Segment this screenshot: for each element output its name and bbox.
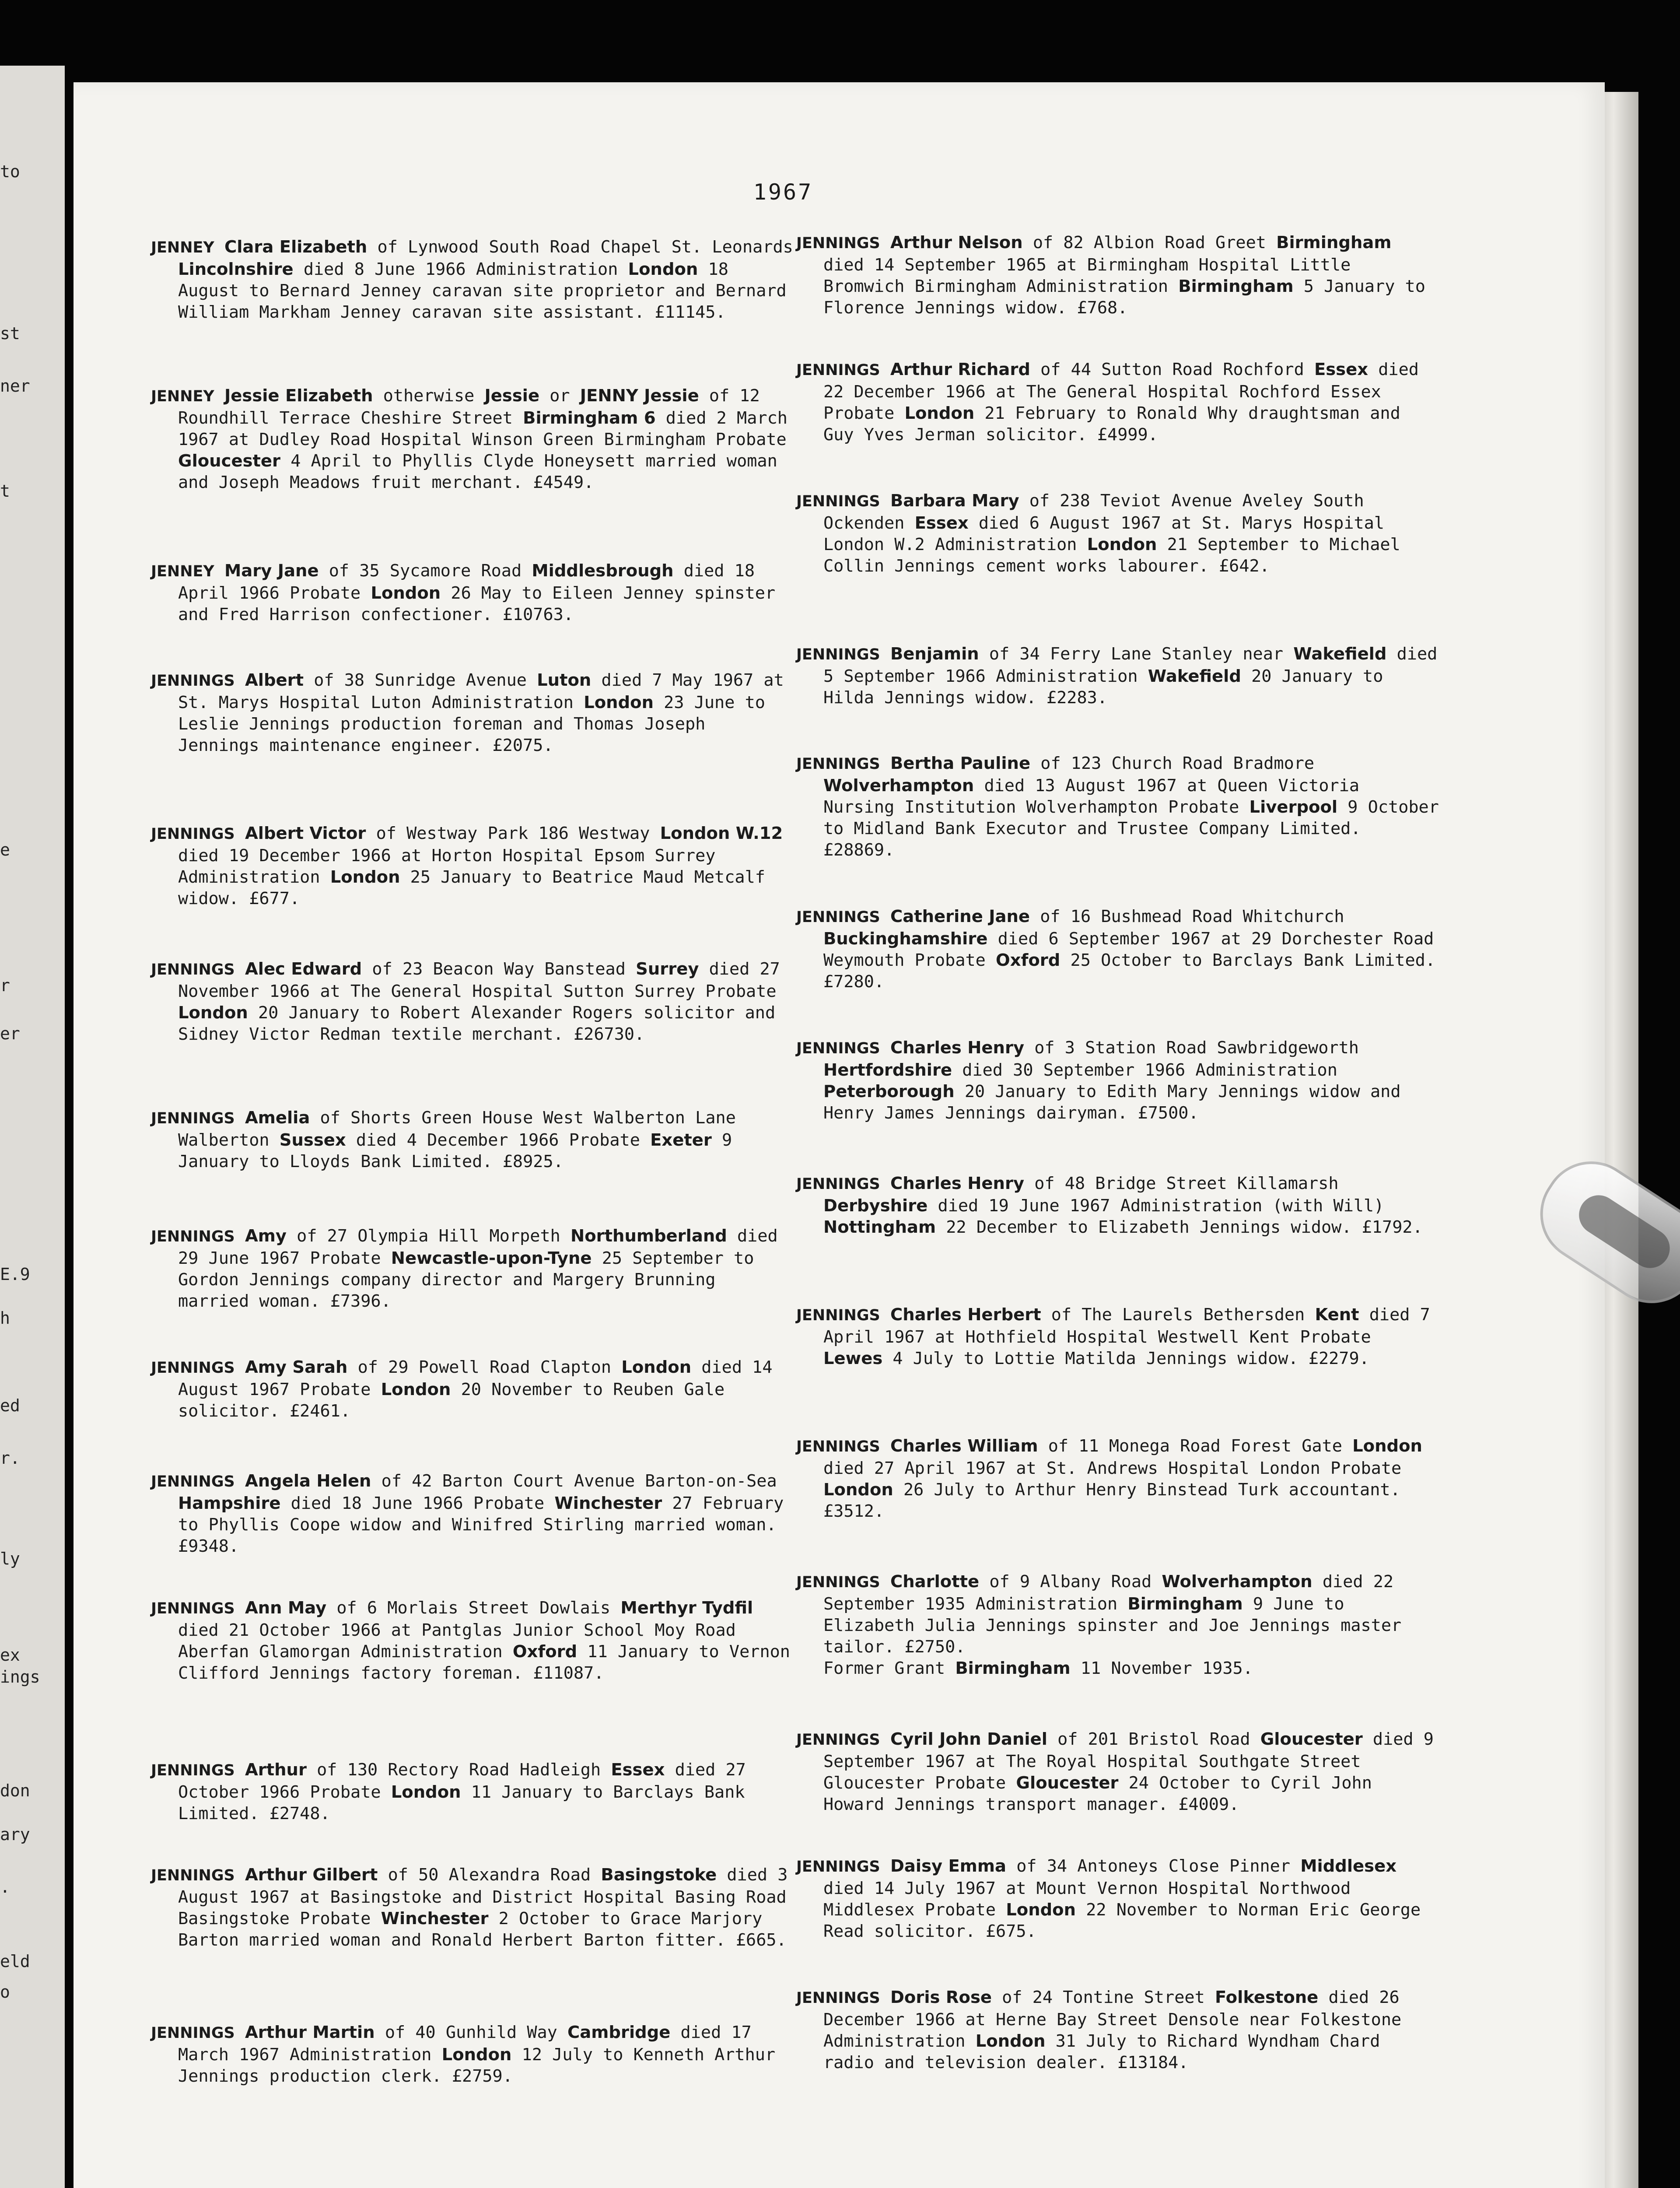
entry-forenames: Amy Sarah	[245, 1357, 348, 1377]
left-page-edge	[0, 66, 65, 2188]
entry-surname: JENNINGS	[151, 1762, 235, 1779]
entry-text: died 5 September 1966 Administration	[823, 644, 1438, 686]
margin-fragment: don	[0, 1781, 30, 1800]
entry-text: 20 January to Edith Mary Jennings widow and Henry James Jennings dairyman. £7500.	[823, 1082, 1401, 1123]
entry-surname: JENNINGS	[796, 493, 880, 510]
entry-place: London	[621, 1357, 692, 1377]
entry-forenames: Amy	[245, 1226, 287, 1246]
entry-text: died 18 April 1966 Probate	[178, 561, 755, 603]
entry-place: Cambridge	[567, 2023, 671, 2042]
entry-place: Derbyshire	[823, 1196, 928, 1216]
entry-place: London	[391, 1782, 461, 1802]
entry-text: of 9 Albany Road	[979, 1572, 1162, 1592]
probate-entry	[151, 1597, 794, 1684]
entry-surname: JENNINGS	[151, 1600, 235, 1617]
probate-entry	[796, 359, 1439, 445]
entry-text: of 12 Roundhill Terrace Cheshire Street	[178, 386, 760, 428]
entry-place: Basingstoke	[601, 1865, 717, 1885]
entry-text: died 17 March 1967 Administration	[178, 2023, 752, 2065]
margin-fragment: e	[0, 840, 10, 859]
entry-place: Winchester	[554, 1494, 662, 1513]
probate-entry	[151, 1864, 794, 1951]
entry-text: of 27 Olympia Hill Morpeth	[286, 1226, 570, 1246]
entry-surname: JENNINGS	[151, 1867, 235, 1884]
entry-place: Wolverhampton	[1162, 1572, 1312, 1592]
entry-text: 22 December to Elizabeth Jennings widow. £1792.	[936, 1217, 1423, 1237]
entry-text: 11 November 1935.	[1070, 1659, 1253, 1678]
entry-place: Essex	[611, 1760, 665, 1780]
entry-place: Lewes	[823, 1349, 883, 1368]
entry-text: died 2 March 1967 at Dudley Road Hospital Winson Green Birmingham Probate	[178, 408, 788, 449]
page-year-heading: 1967	[753, 179, 813, 205]
entry-text: died 19 December 1966 at Horton Hospital Epsom Surrey Administration	[178, 846, 716, 887]
entry-text: of 238 Teviot Avenue Aveley South Ockenden	[823, 491, 1364, 533]
entry-text: 21 September to Michael Collin Jennings cement works labourer. £642.	[823, 535, 1400, 576]
entry-place: Hertfordshire	[823, 1060, 952, 1080]
entry-forenames: Benjamin	[890, 644, 979, 664]
entry-text: 4 April to Phyllis Clyde Honeysett married woman and Joseph Meadows fruit merchant. £4549.	[178, 451, 777, 492]
entry-text: 5 January to Florence Jennings widow. £768.	[823, 277, 1425, 318]
entry-text: 24 October to Cyril John Howard Jennings transport manager. £4009.	[823, 1773, 1372, 1814]
entry-text: of 44 Sutton Road Rochford	[1030, 360, 1314, 379]
entry-text: of 35 Sycamore Road	[318, 561, 532, 581]
entry-text: 31 July to Richard Wyndham Chard radio and television dealer. £13184.	[823, 2031, 1380, 2072]
entry-forenames: Bertha Pauline	[890, 754, 1031, 773]
entry-place: Wolverhampton	[823, 776, 974, 796]
entry-forenames: Ann May	[245, 1598, 327, 1618]
entry-text: died 14 August 1967 Probate	[178, 1357, 773, 1399]
entry-place: London W.12	[660, 824, 783, 843]
entry-place: Oxford	[996, 950, 1060, 970]
entry-surname: JENNEY	[151, 239, 214, 256]
margin-fragment: E.9	[0, 1265, 30, 1284]
entry-surname: JENNINGS	[151, 825, 235, 843]
entry-text: died 29 June 1967 Probate	[178, 1226, 778, 1268]
entry-place: Middlesex	[1300, 1856, 1397, 1876]
entry-forenames: Arthur Richard	[890, 360, 1030, 379]
entry-text: died 3 August 1967 at Basingstoke and District Hospital Basing Road Basingstoke Probate	[178, 1865, 788, 1929]
entry-place: Birmingham	[1127, 1594, 1243, 1614]
entry-text: of Shorts Green House West Walberton Lane Walberton	[178, 1108, 736, 1150]
entry-surname: JENNINGS	[151, 1110, 235, 1127]
probate-entry	[151, 958, 794, 1045]
entry-text: of 24 Tontine Street	[992, 1988, 1215, 2007]
entry-forenames: Albert Victor	[245, 824, 366, 843]
probate-entry	[151, 1225, 794, 1312]
entry-text: of 16 Bushmead Road Whitchurch	[1030, 907, 1344, 926]
entry-text: 26 July to Arthur Henry Binstead Turk accountant. £3512.	[823, 1480, 1400, 1521]
entry-place: Essex	[914, 513, 969, 533]
entry-text: 12 July to Kenneth Arthur Jennings production clerk. £2759.	[178, 2045, 776, 2086]
entry-text: 11 January to Barclays Bank Limited. £2748.	[178, 1782, 745, 1823]
entry-text: of 3 Station Road Sawbridgeworth	[1024, 1038, 1359, 1058]
entry-text: of Westway Park 186 Westway	[366, 824, 660, 843]
entry-forenames: Jessie Elizabeth	[224, 386, 373, 406]
probate-entry	[796, 1037, 1439, 1124]
margin-fragment: .	[0, 1877, 10, 1897]
margin-fragment: o	[0, 1982, 10, 2002]
probate-entry	[151, 1759, 794, 1824]
entry-text: died 18 June 1966 Probate	[280, 1494, 555, 1513]
entry-place: Nottingham	[823, 1217, 936, 1237]
entry-place: London	[628, 259, 698, 279]
entry-text: of 82 Albion Road Greet	[1022, 233, 1277, 252]
entry-place: Luton	[537, 670, 592, 690]
entry-place: Essex	[1314, 360, 1368, 379]
entry-surname: JENNINGS	[796, 908, 880, 926]
entry-place: Birmingham	[955, 1659, 1071, 1678]
entry-text: 20 January to Hilda Jennings widow. £2283.	[823, 666, 1383, 708]
entry-text: of 48 Bridge Street Killamarsh	[1024, 1174, 1339, 1193]
probate-entry	[151, 236, 794, 323]
entry-forenames: Barbara Mary	[890, 491, 1019, 511]
probate-entry	[151, 385, 794, 493]
probate-entry	[796, 1435, 1439, 1522]
entry-place: Surrey	[636, 959, 699, 979]
probate-entry	[151, 1470, 794, 1557]
entry-place: Liverpool	[1249, 797, 1338, 817]
entry-text: died 13 August 1967 at Queen Victoria Nursing Institution Wolverhampton Probate	[823, 776, 1360, 817]
entry-text: of Lynwood South Road Chapel St. Leonards	[367, 237, 793, 257]
entry-forenames: Amelia	[245, 1108, 310, 1128]
entry-text: 18 August to Bernard Jenney caravan site proprietor and Bernard William Markham Jenney caravan site assistant. £11145.	[178, 259, 787, 322]
entry-text: 20 November to Reuben Gale solicitor. £2461.	[178, 1380, 725, 1421]
margin-fragment: ary	[0, 1825, 30, 1844]
entry-place: Jessie	[484, 386, 540, 406]
probate-entry	[151, 2022, 794, 2087]
margin-fragment: ings	[0, 1667, 40, 1687]
entry-place: Winchester	[381, 1909, 489, 1929]
entry-place: Merthyr Tydfil	[620, 1598, 753, 1618]
entry-text: died 26 December 1966 at Herne Bay Street Densole near Folkestone Administration	[823, 1988, 1402, 2051]
entry-text: died 27 October 1966 Probate	[178, 1760, 746, 1802]
probate-entry	[796, 1729, 1439, 1815]
entry-text: 23 June to Leslie Jennings production foreman and Thomas Joseph Jennings maintenance engineer. £2075.	[178, 693, 765, 755]
entry-forenames: Albert	[245, 670, 304, 690]
entry-text: died 4 December 1966 Probate	[346, 1130, 651, 1150]
entry-forenames: Charlotte	[890, 1572, 980, 1592]
margin-fragment: ed	[0, 1396, 20, 1415]
entry-forenames: Mary Jane	[224, 561, 319, 581]
margin-fragment: r.	[0, 1448, 20, 1468]
entry-surname: JENNINGS	[796, 1175, 880, 1193]
entry-surname: JENNINGS	[151, 1228, 235, 1245]
entry-text: of 23 Beacon Way Banstead	[362, 959, 636, 979]
probate-entry	[796, 1304, 1439, 1369]
entry-place: London	[904, 403, 975, 423]
entry-text: died 21 October 1966 at Pantglas Junior School Moy Road Aberfan Glamorgan Administration	[178, 1620, 736, 1662]
entry-place: JENNY Jessie	[580, 386, 699, 406]
entry-text: of 38 Sunridge Avenue	[304, 670, 537, 690]
entry-place: Lincolnshire	[178, 259, 294, 279]
entry-text: died 7 April 1967 at Hothfield Hospital Westwell Kent Probate	[823, 1305, 1430, 1347]
entry-text: of 201 Bristol Road	[1047, 1729, 1260, 1749]
entry-place: Wakefield	[1293, 644, 1387, 664]
entry-place: Peterborough	[823, 1082, 955, 1101]
entry-place: Buckinghamshire	[823, 929, 988, 949]
entry-place: London	[330, 867, 400, 887]
margin-fragment: t	[0, 481, 10, 501]
entry-place: Wakefield	[1148, 666, 1241, 686]
entry-text: 11 January to Vernon Clifford Jennings factory foreman. £11087.	[178, 1642, 790, 1683]
entry-place: Birmingham	[1178, 277, 1294, 296]
probate-entry	[796, 753, 1439, 861]
margin-fragment: ex	[0, 1645, 20, 1665]
entry-place: Northumberland	[570, 1226, 727, 1246]
entry-surname: JENNINGS	[796, 1731, 880, 1749]
entry-surname: JENNINGS	[796, 1858, 880, 1876]
entry-place: London	[371, 583, 441, 603]
entry-text: 25 January to Beatrice Maud Metcalf widow. £677.	[178, 867, 765, 908]
entry-text: 4 July to Lottie Matilda Jennings widow. £2279.	[882, 1349, 1369, 1368]
entry-forenames: Arthur Gilbert	[245, 1865, 378, 1885]
entry-text: of 34 Antoneys Close Pinner	[1006, 1856, 1301, 1876]
entry-text: died 30 September 1966 Administration	[952, 1060, 1337, 1080]
left-margin-fragments	[0, 66, 65, 2188]
entry-text: otherwise	[373, 386, 485, 406]
entry-text: died 27 April 1967 at St. Andrews Hospital London Probate	[823, 1459, 1402, 1478]
entry-text: died 14 July 1967 at Mount Vernon Hospital Northwood Middlesex Probate	[823, 1879, 1351, 1920]
entry-text: 9 October to Midland Bank Executor and Trustee Company Limited. £28869.	[823, 797, 1439, 860]
probate-entry	[796, 490, 1439, 577]
margin-fragment: to	[0, 162, 20, 181]
entry-text: died 22 December 1966 at The General Hospital Rochford Essex Probate	[823, 360, 1419, 423]
entry-surname: JENNINGS	[796, 1438, 880, 1455]
entry-place: Birmingham	[1276, 233, 1392, 252]
entry-text: 9 January to Lloyds Bank Limited. £8925.	[178, 1130, 732, 1171]
entry-forenames: Charles William	[890, 1436, 1038, 1456]
entry-text: 2 October to Grace Marjory Barton married woman and Ronald Herbert Barton fitter. £665.	[178, 1909, 787, 1950]
entry-text: of 29 Powell Road Clapton	[347, 1357, 622, 1377]
entry-place: Folkestone	[1214, 1988, 1319, 2007]
entry-place: Exeter	[650, 1130, 712, 1150]
entry-text: of 40 Gunhild Way	[374, 2023, 568, 2042]
entry-surname: JENNINGS	[796, 1989, 880, 2007]
entry-place: Gloucester	[1016, 1773, 1119, 1793]
probate-entry	[796, 1173, 1439, 1238]
entry-surname: JENNINGS	[796, 1574, 880, 1591]
entry-text: died 19 June 1967 Administration (with Will)	[928, 1196, 1384, 1216]
entry-surname: JENNEY	[151, 563, 214, 580]
entry-surname: JENNINGS	[796, 1307, 880, 1324]
entry-surname: JENNEY	[151, 388, 214, 405]
entry-text: of 123 Church Road Bradmore	[1030, 754, 1315, 773]
entry-text: died 6 August 1967 at St. Marys Hospital London W.2 Administration	[823, 513, 1385, 554]
entry-place: Kent	[1315, 1305, 1359, 1325]
entry-text: 22 November to Norman Eric George Read solicitor. £675.	[823, 1900, 1421, 1941]
probate-entry	[796, 1987, 1439, 2073]
margin-fragment: r	[0, 976, 10, 995]
entry-forenames: Arthur Nelson	[890, 233, 1023, 252]
entry-place: London	[1006, 1900, 1076, 1920]
entry-place: London	[584, 693, 654, 712]
entry-forenames: Daisy Emma	[890, 1856, 1007, 1876]
entry-place: Sussex	[279, 1130, 346, 1150]
entry-text: died 6 September 1967 at 29 Dorchester Road Weymouth Probate	[823, 929, 1434, 970]
entry-place: London	[975, 2031, 1046, 2051]
entry-forenames: Charles Henry	[890, 1038, 1025, 1058]
probate-entry	[151, 560, 794, 625]
entry-surname: JENNINGS	[151, 1359, 235, 1377]
entry-text: Former Grant	[823, 1659, 956, 1678]
entry-place: Newcastle-upon-Tyne	[391, 1248, 592, 1268]
entry-text: 26 May to Eileen Jenney spinster and Fred Harrison confectioner. £10763.	[178, 583, 776, 624]
entry-surname: JENNINGS	[796, 755, 880, 773]
entry-forenames: Cyril John Daniel	[890, 1729, 1047, 1749]
probate-entry	[151, 1107, 794, 1172]
entry-surname: JENNINGS	[151, 672, 235, 690]
entry-text: died 9 September 1967 at The Royal Hospital Southgate Street Gloucester Probate	[823, 1729, 1434, 1793]
entry-text: of 6 Morlais Street Dowlais	[326, 1598, 621, 1618]
entry-text: 25 September to Gordon Jennings company director and Margery Brunning married woman. £7396.	[178, 1248, 754, 1311]
probate-entry	[796, 1855, 1439, 1942]
entry-forenames: Catherine Jane	[890, 907, 1030, 926]
entry-forenames: Arthur Martin	[245, 2023, 375, 2042]
entry-text: of 50 Alexandra Road	[378, 1865, 601, 1885]
entry-place: Middlesbrough	[532, 561, 674, 581]
entry-place: Gloucester	[1260, 1729, 1363, 1749]
entry-text: 21 February to Ronald Why draughtsman and Guy Yves Jerman solicitor. £4999.	[823, 403, 1400, 445]
entry-text: 9 June to Elizabeth Julia Jennings spinster and Joe Jennings master tailor. £2750.	[823, 1594, 1402, 1657]
margin-fragment: h	[0, 1308, 10, 1328]
entry-place: London	[441, 2045, 512, 2065]
entry-text: died 14 September 1965 at Birmingham Hospital Little Bromwich Birmingham Administration	[823, 255, 1351, 296]
entry-place: Hampshire	[178, 1494, 281, 1513]
entry-text: 20 January to Robert Alexander Rogers solicitor and Sidney Victor Redman textile merchant. £26730.	[178, 1003, 776, 1044]
entry-text: of 130 Rectory Road Hadleigh	[306, 1760, 611, 1780]
margin-fragment: ly	[0, 1549, 20, 1568]
entry-forenames: Charles Henry	[890, 1174, 1025, 1193]
entry-place: London	[823, 1480, 893, 1500]
entry-text: or	[539, 386, 580, 406]
entry-surname: JENNINGS	[796, 235, 880, 252]
entry-surname: JENNINGS	[796, 646, 880, 663]
entry-text: died 8 June 1966 Administration	[293, 259, 628, 279]
probate-entry	[151, 823, 794, 909]
entry-surname: JENNINGS	[151, 2024, 235, 2042]
entry-place: Birmingham 6	[523, 408, 656, 428]
probate-entry	[796, 643, 1439, 708]
probate-entry	[151, 670, 794, 756]
entry-forenames: Charles Herbert	[890, 1305, 1041, 1325]
entry-forenames: Angela Helen	[245, 1471, 371, 1491]
probate-entry	[796, 906, 1439, 992]
entry-place: London	[381, 1380, 451, 1399]
entry-place: London	[1352, 1436, 1422, 1456]
entry-text: of 34 Ferry Lane Stanley near	[979, 644, 1294, 664]
entry-text: of The Laurels Bethersden	[1041, 1305, 1315, 1325]
entry-forenames: Doris Rose	[890, 1988, 992, 2007]
entry-text: 27 February to Phyllis Coope widow and Winifred Stirling married woman. £9348.	[178, 1494, 784, 1556]
margin-fragment: eld	[0, 1952, 30, 1971]
entry-place: London	[178, 1003, 248, 1023]
entry-text: died 27 November 1966 at The General Hospital Sutton Surrey Probate	[178, 959, 780, 1001]
entry-forenames: Alec Edward	[245, 959, 362, 979]
entry-place: Gloucester	[178, 451, 281, 471]
entry-text: 25 October to Barclays Bank Limited. £7280.	[823, 950, 1435, 992]
entry-text: died 22 September 1935 Administration	[823, 1572, 1394, 1614]
entry-place: Oxford	[512, 1642, 578, 1662]
entry-former-grant	[823, 1658, 1439, 1679]
entry-text: of 11 Monega Road Forest Gate	[1038, 1436, 1353, 1456]
entry-surname: JENNINGS	[151, 961, 235, 978]
margin-fragment: ner	[0, 376, 30, 396]
entry-text: of 42 Barton Court Avenue Barton-on-Sea	[371, 1471, 777, 1491]
entry-forenames: Arthur	[245, 1760, 307, 1780]
probate-entry	[796, 1571, 1439, 1679]
probate-entry	[796, 232, 1439, 319]
entry-surname: JENNINGS	[151, 1473, 235, 1490]
margin-fragment: er	[0, 1024, 20, 1043]
margin-fragment: st	[0, 324, 20, 343]
entry-surname: JENNINGS	[796, 1040, 880, 1057]
entry-forenames: Clara Elizabeth	[224, 237, 368, 257]
probate-entry	[151, 1357, 794, 1422]
entry-text: died 7 May 1967 at St. Marys Hospital Luton Administration	[178, 670, 784, 712]
entry-surname: JENNINGS	[796, 361, 880, 379]
entry-place: London	[1087, 535, 1157, 554]
